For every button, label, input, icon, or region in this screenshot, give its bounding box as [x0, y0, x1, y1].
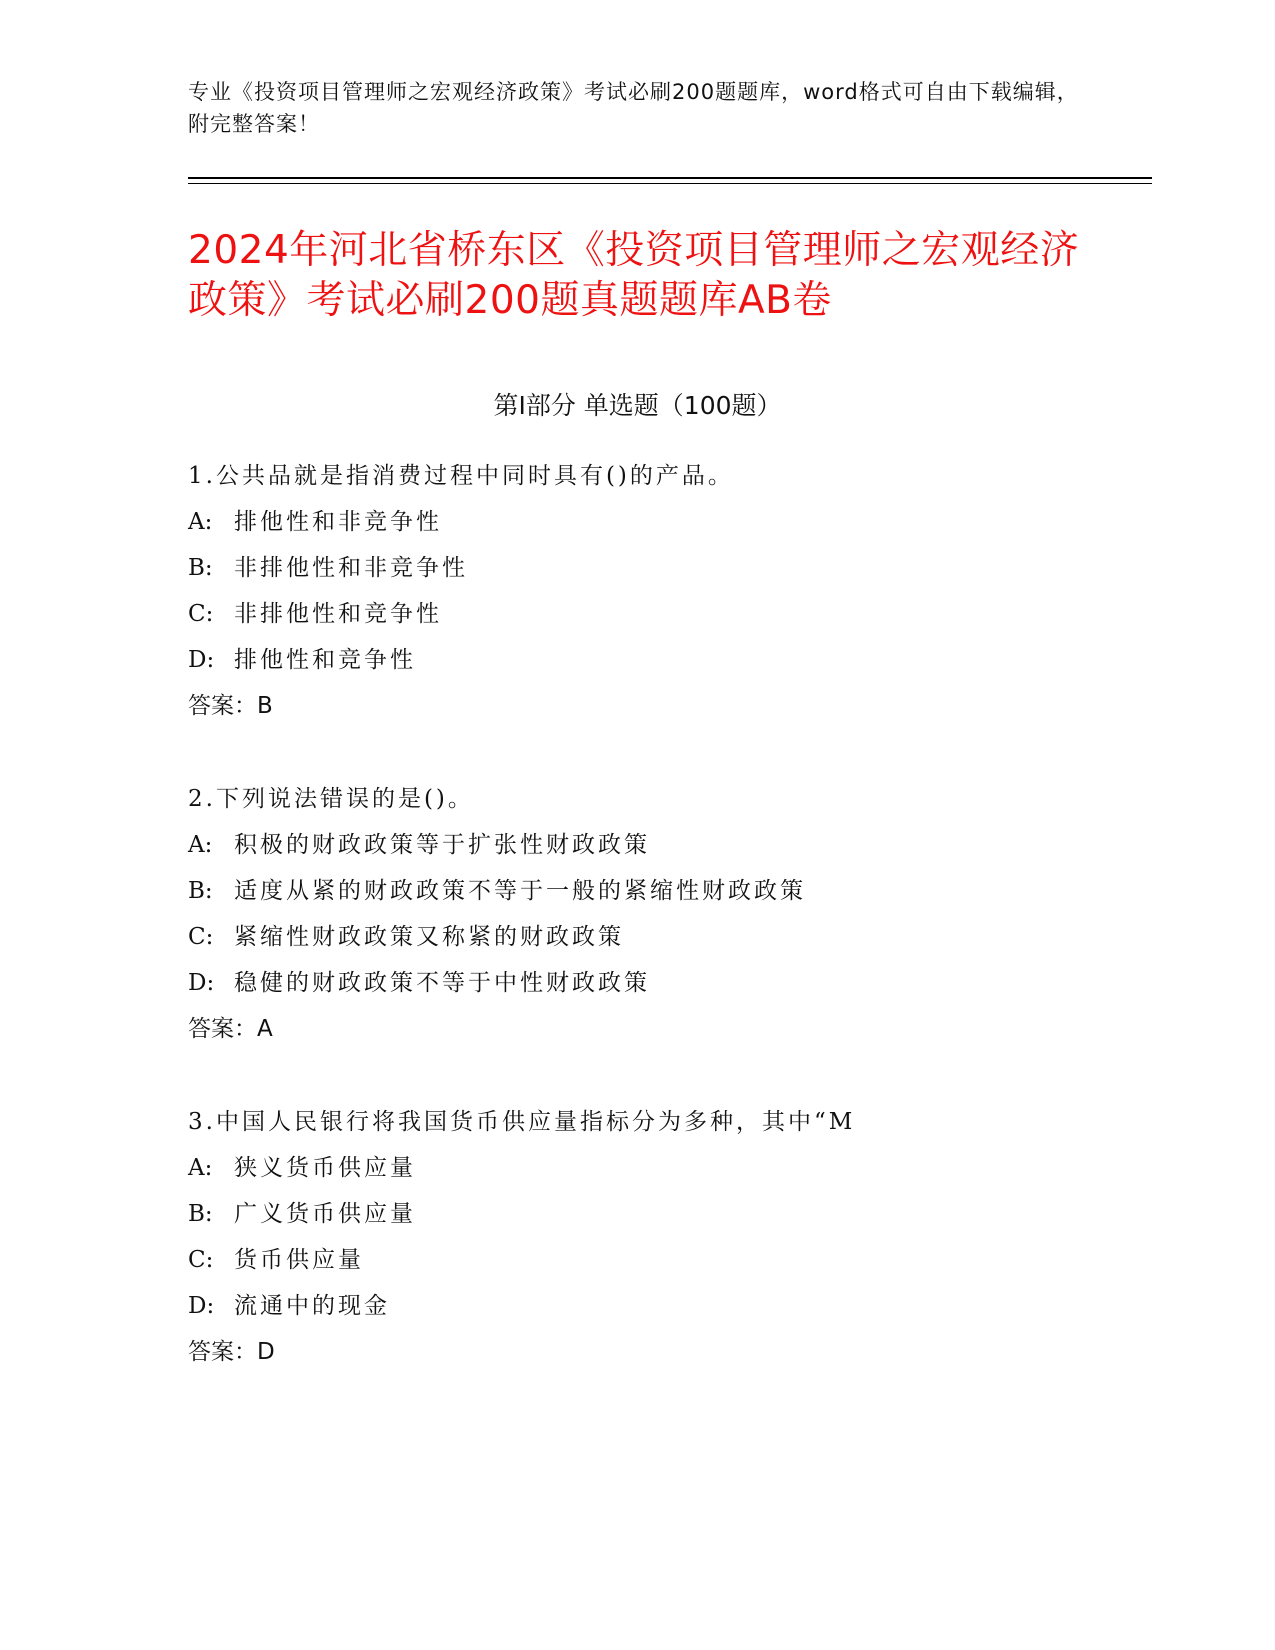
option-text: 稳健的财政政策不等于中性财政政策: [234, 970, 650, 996]
answer-line: 答案：A: [188, 1016, 273, 1042]
option-c: [188, 914, 1138, 960]
question-3: [188, 1099, 1138, 1375]
option-d: [188, 960, 1138, 1006]
option-d: [188, 637, 1138, 683]
option-letter: D:: [188, 1293, 215, 1319]
option-text: 排他性和竞争性: [234, 647, 416, 673]
option-text: 狭义货币供应量: [234, 1155, 416, 1181]
option-letter: A:: [188, 832, 213, 858]
section-heading: 第Ⅰ部分 单选题（100题）: [493, 391, 782, 420]
option-letter: C:: [188, 1247, 214, 1273]
option-letter: C:: [188, 601, 214, 627]
answer-line: 答案：D: [188, 1339, 275, 1365]
option-letter: B:: [188, 878, 213, 904]
option-text: 适度从紧的财政政策不等于一般的紧缩性财政政策: [234, 878, 806, 904]
option-letter: D:: [188, 970, 215, 996]
document-title: 2024年河北省桥东区《投资项目管理师之宏观经济政策》考试必刷200题真题题库AB卷: [188, 228, 1080, 323]
option-letter: D:: [188, 647, 215, 673]
header-divider-thin: [188, 183, 1152, 184]
option-letter: A:: [188, 509, 213, 535]
option-c: [188, 591, 1138, 637]
option-letter: B:: [188, 1201, 213, 1227]
option-c: [188, 1237, 1138, 1283]
option-a: [188, 499, 1138, 545]
header-note: 专业《投资项目管理师之宏观经济政策》考试必刷200题题库，word格式可自由下载编辑，附完整答案！: [188, 80, 1079, 136]
question-stem: 1.公共品就是指消费过程中同时具有()的产品。: [188, 463, 734, 489]
option-text: 非排他性和竞争性: [234, 601, 442, 627]
option-a: [188, 1145, 1138, 1191]
option-text: 流通中的现金: [234, 1293, 390, 1319]
option-d: [188, 1283, 1138, 1329]
option-text: 积极的财政政策等于扩张性财政政策: [234, 832, 650, 858]
option-letter: A:: [188, 1155, 213, 1181]
question-2: [188, 776, 1138, 1052]
option-b: [188, 1191, 1138, 1237]
header-divider-thick: [188, 177, 1152, 179]
option-b: [188, 868, 1138, 914]
option-text: 非排他性和非竞争性: [234, 555, 468, 581]
answer-line: 答案：B: [188, 693, 273, 719]
option-b: [188, 545, 1138, 591]
option-text: 货币供应量: [234, 1247, 364, 1273]
question-stem: 3.中国人民银行将我国货币供应量指标分为多种，其中“M: [188, 1109, 856, 1135]
question-stem: 2.下列说法错误的是()。: [188, 786, 474, 812]
option-text: 广义货币供应量: [234, 1201, 416, 1227]
option-a: [188, 822, 1138, 868]
option-text: 排他性和非竞争性: [234, 509, 442, 535]
option-letter: C:: [188, 924, 214, 950]
option-text: 紧缩性财政政策又称紧的财政政策: [234, 924, 624, 950]
option-letter: B:: [188, 555, 213, 581]
question-1: [188, 453, 1138, 729]
